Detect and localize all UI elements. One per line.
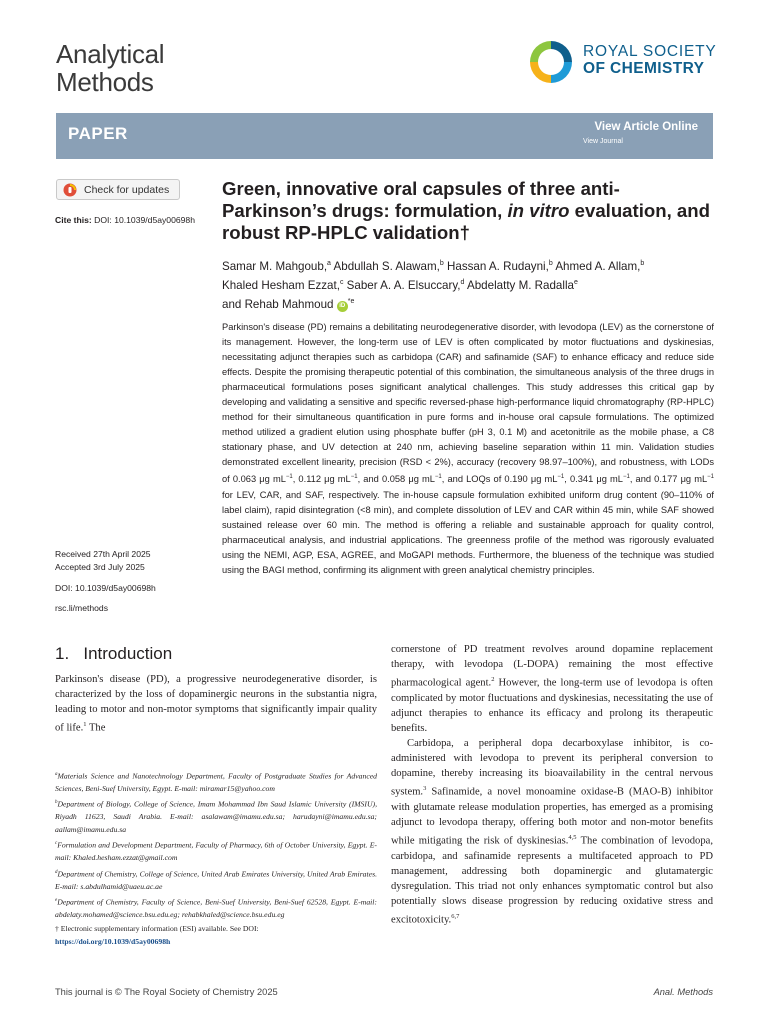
article-title-part2: evaluation, and robust RP-HPLC validation† (222, 200, 710, 243)
citation[interactable]: 4,5 (568, 834, 577, 842)
abstract (222, 320, 714, 578)
author-name[interactable]: Abdullah S. Alawam, (330, 259, 440, 273)
abstract-text: for LEV, CAR, and SAF, respectively. The in-house capsule formulation exhibited uniform drug content (90–110% of label claim), rapid disintegration (<8 min), and complete dissolution of LEV and CAR within 45 min, while SAF showed sustained release over 60 min. The method is offering a reliable and sustainable approach for quality control, pharmaceutical analysis, and industrial applications. The greenness profile of the method was rigorously evaluated using the NEMI, AGP, ESA, AGREE, and MoGAPI methods. Furthermore, the blueness of the technique was studied using the BAGI method, confirming its alignment with green analytical chemistry principles. (222, 489, 714, 575)
paragraph-text: The combination of levodopa, carbidopa, and safinamide represents a multifaceted approach to PD management, addressing both dopaminergic and glutamatergic dysregulation. This triad not only enhances symptomatic control but also potentially slows disease progression by reducing oxidative stress and excitotoxicity. (391, 835, 714, 926)
view-journal-link[interactable]: View Journal (583, 138, 623, 145)
paragraph-text: Parkinson's disease (PD), a progressive neurodegenerative disorder, is characterized by the loss of dopaminergic neurons in the substantia nigra, leading to motor and non-motor symptoms that significantly impair quality of life. (55, 674, 377, 734)
article-type-banner (56, 113, 713, 159)
author-affiliation: d (460, 278, 465, 286)
publisher-name (583, 43, 717, 77)
affiliation-footnote (55, 797, 377, 836)
paragraph (391, 736, 713, 928)
citation[interactable]: 3 (423, 785, 427, 793)
affiliation-footnote (55, 895, 377, 921)
abstract-text: , and 0.058 μg mL (357, 474, 435, 485)
journal-title-line1: Analytical (56, 39, 165, 69)
affiliation-footnote (55, 867, 377, 893)
author-affiliation: *e (347, 297, 355, 305)
journal-abbrev-footer: Anal. Methods (653, 987, 713, 997)
affiliation-footnote (55, 769, 377, 795)
body-column-left (55, 672, 377, 736)
view-article-online-link[interactable]: View Article Online (594, 121, 698, 133)
abstract-text: , and 0.177 μg mL (629, 474, 708, 485)
footnotes (55, 769, 377, 950)
cite-this (55, 215, 195, 225)
footnote-text: Department of Chemistry, College of Science, United Arab Emirates University, United Arab Emirates. E-mail: s.abdulhamid@uaeu.ac.ae (55, 869, 377, 891)
journal-title-line2: Methods (56, 67, 154, 97)
author-name[interactable]: Khaled Hesham Ezzat, (222, 278, 340, 292)
cite-this-doi: DOI: 10.1039/d5ay00698h (94, 215, 195, 225)
citation[interactable]: 6,7 (451, 913, 460, 921)
esi-text: † Electronic supplementary information (ESI) available. See DOI: (55, 924, 259, 934)
journal-title (56, 40, 164, 96)
footnote-marker: d (55, 869, 58, 875)
article-type-label: PAPER (68, 124, 128, 143)
esi-footnote (55, 923, 377, 948)
author-affiliation: e (573, 278, 578, 286)
orcid-icon[interactable]: iD (337, 301, 348, 312)
paragraph (55, 672, 377, 736)
footnote-marker: a (55, 772, 58, 777)
body-column-right (391, 642, 713, 928)
author-name[interactable]: Ahmed A. Allam, (552, 259, 641, 273)
footnote-marker: b (55, 800, 58, 806)
copyright-footer: This journal is © The Royal Society of Chemistry 2025 (55, 987, 278, 997)
check-updates-icon (63, 183, 77, 197)
publisher-line2: OF CHEMISTRY (583, 60, 705, 77)
unit-exponent: −1 (707, 474, 714, 481)
article-title-italic: in vitro (507, 200, 570, 221)
paragraph (391, 642, 713, 736)
publisher-line1: ROYAL SOCIETY (583, 43, 717, 60)
side-doi: DOI: 10.1039/d5ay00698h (55, 583, 156, 593)
author-name[interactable]: Hassan A. Rudayni, (443, 259, 549, 273)
abstract-text: , and LOQs of 0.190 μg mL (441, 474, 558, 485)
author-name[interactable]: Samar M. Mahgoub, (222, 259, 328, 273)
unit-exponent: −1 (557, 474, 565, 481)
affiliation-footnote (55, 838, 377, 864)
author-name[interactable]: and Rehab Mahmoud (222, 297, 334, 311)
author-name[interactable]: Abdelatty M. Radalla (464, 278, 574, 292)
abstract-text: , 0.112 μg mL (292, 474, 351, 485)
article-title-part1: Green, innovative oral capsules of three anti-Parkinson’s drugs: formulation, (222, 178, 620, 221)
accepted-date: Accepted 3rd July 2025 (55, 562, 145, 572)
rsc-logo-icon (526, 37, 576, 87)
cite-this-label: Cite this: (55, 215, 92, 225)
author-name[interactable]: Saber A. A. Elsuccary, (343, 278, 461, 292)
unit-exponent: −1 (350, 474, 358, 481)
abstract-text: , 0.341 μg mL (564, 474, 623, 485)
author-affiliation: c (339, 278, 344, 286)
received-date: Received 27th April 2025 (55, 549, 151, 559)
unit-exponent: −1 (285, 474, 293, 481)
abstract-text: Parkinson's disease (PD) remains a debilitating neurodegenerative disorder, with levodopa (LEV) as the cornerstone of its management. However, the long-term use of LEV is often complicated by motor fluctuations and dyskinesias, necessitating adjunct therapies such as carbidopa (CAR) and safinamide (SAF) to enhance efficacy and reduce side effects. Despite the promising therapeutic potential of this combination, the simultaneous analysis of the three drugs in pharmaceutical formulations poses significant analytical challenges. This study addresses this critical gap by developing and validating a sensitive and specific reversed-phase high-performance liquid chromatography (RP-HPLC) method for their simultaneous quantification in pure forms and in-house oral capsule formulations. The optimized method utilized a gradient elution using phosphate buffer (pH 3, 0.1 M) and acetonitrile as the mobile phase, a C8 stationary phase, and UV detection at 240 nm, achieving baseline separation within 11 min. Validation studies demonstrated excellent linearity, precision (RSD < 2%), accuracy (recovery 98.97–100%), and robustness, with LODs of 0.063 μg mL (222, 322, 714, 485)
author-affiliation: b (640, 260, 645, 267)
author-affiliation: a (327, 260, 331, 267)
article-title (222, 178, 722, 244)
check-for-updates-label: Check for updates (84, 183, 170, 196)
footnote-marker: e (55, 897, 58, 903)
author-list (222, 256, 712, 313)
paragraph-text: cornerstone of PD treatment revolves around dopamine replacement therapy, with levodopa (L-DOPA) remaining the most effective pharmacological agent. (391, 644, 713, 689)
paragraph-text: However, the long-term use of levodopa is often complicated by motor fluctuations and dyskinesias, necessitating the use of adjunct therapies to enhance its efficacy and prolong its therapeutic benefits. (391, 677, 713, 734)
author-affiliation: b (439, 260, 444, 267)
check-for-updates-button[interactable] (56, 179, 180, 200)
paragraph-text: The (86, 722, 106, 734)
footnote-text: Formulation and Development Department, Faculty of Pharmacy, 6th of October University, Egypt. E-mail: Khaled.hesham.ezzat@gmail.com (55, 840, 377, 863)
unit-exponent: −1 (622, 474, 630, 481)
author-affiliation: b (548, 260, 553, 267)
section-heading-introduction: 1. Introduction (55, 644, 173, 663)
footnote-text: Department of Biology, College of Science, Imam Mohammad Ibn Saud Islamic University (IMSIU), Riyadh 11623, Saudi Arabia. E-mail: asalawam@imamu.edu.sa; harudayni@imamu.edu.sa; aallam@imamu.edu.sa (55, 799, 377, 834)
unit-exponent: −1 (434, 474, 442, 481)
journal-short-link[interactable]: rsc.li/methods (55, 603, 109, 613)
paragraph-text: Carbidopa, a peripheral dopa decarboxylase inhibitor, is co-administered with levodopa to prevent its peripheral conversion to dopamine, thereby increasing its bioavailability in the central nervous system. (391, 738, 713, 798)
footnote-marker: c (55, 841, 58, 847)
citation[interactable]: 2 (491, 676, 495, 684)
esi-doi-link[interactable]: https://doi.org/10.1039/d5ay00698h (55, 936, 171, 946)
citation[interactable]: 1 (83, 721, 87, 729)
footnote-text: Materials Science and Nanotechnology Department, Faculty of Postgraduate Studies for Advanced Sciences, Beni-Suef University, Egypt. E-mail: miramar15@yahoo.com (55, 771, 377, 793)
paragraph-text: Safinamide, a novel monoamine oxidase-B (MAO-B) inhibitor with glutamate release modulation properties, has emerged as a promising adjunct to levodopa therapy, offering both motor and non-motor benefits while mitigating the risk of dyskinesias. (391, 786, 713, 847)
footnote-text: Department of Chemistry, Faculty of Science, Beni-Suef University, Beni-Suef 62528, Egypt. E-mail: abdelaty.mohamed@science.bsu.edu.eg; rehabkhaled@science.bsu.edu.eg (55, 897, 377, 919)
